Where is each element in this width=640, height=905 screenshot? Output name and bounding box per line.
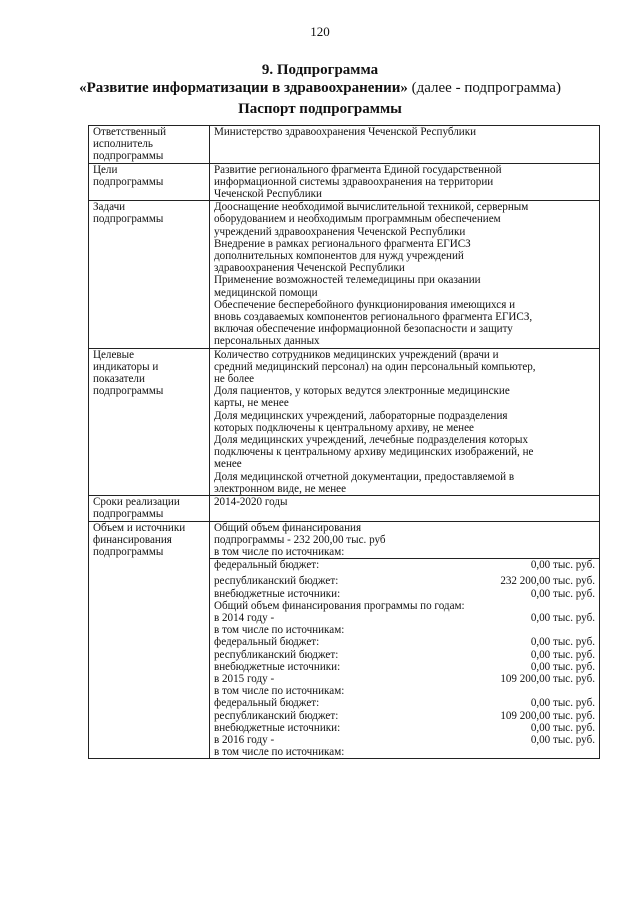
finance-amount: 0,00 тыс. руб.	[530, 648, 595, 661]
finance-amount: 232 200,00 тыс. руб.	[500, 575, 595, 588]
goals-text	[210, 163, 600, 201]
finance-line	[214, 685, 595, 697]
cell-line: менее	[214, 458, 242, 471]
finance-amount: 0,00 тыс. руб.	[530, 660, 595, 673]
cell-line: которых подключены к центральному архиву, не менее	[214, 421, 474, 434]
finance-source-name: республиканский бюджет:	[214, 575, 339, 588]
cell-line: подпрограммы	[93, 150, 164, 163]
finance-amount: 0,00 тыс. руб.	[530, 697, 595, 710]
finance-line	[214, 746, 595, 758]
row-goals	[89, 163, 600, 201]
cell-line: Обеспечение бесперебойного функционирования имеющихся и	[214, 298, 516, 311]
subprogram-title-bold: «Развитие информатизации в здравоохранении»	[79, 80, 408, 96]
cell-line: Применение возможностей телемедицины при оказании	[214, 274, 481, 287]
cell-line: Доля пациентов, у которых ведутся электронные медицинские	[214, 385, 510, 398]
finance-source-name: Общий объем финансирования программы по годам:	[214, 599, 465, 612]
finance-source-name: в 2015 году -	[214, 672, 275, 685]
finance-line	[214, 661, 595, 673]
cell-line: подпрограммы	[93, 508, 164, 521]
cell-line: Общий объем финансирования	[214, 521, 362, 534]
cell-line: Доля медицинской отчетной документации, предоставляемой в	[214, 470, 515, 483]
cell-line: вновь создаваемых компонентов регионального фрагмента ЕГИСЗ,	[214, 311, 533, 324]
finance-amount: 109 200,00 тыс. руб.	[500, 672, 595, 685]
cell-line: медицинской помощи	[214, 286, 318, 299]
cell-line: Доля медицинских учреждений, лабораторные подразделения	[214, 409, 508, 422]
cell-line: Чеченской Республики	[214, 188, 322, 201]
finance-line	[214, 636, 595, 648]
finance-line	[214, 624, 595, 636]
cell-line: Развитие регионального фрагмента Единой государственной	[214, 163, 502, 176]
cell-line: дополнительных компонентов для нужд учреждений	[214, 250, 464, 263]
finance-source-name: федеральный бюджет:	[214, 636, 320, 649]
finance-intro	[210, 521, 600, 559]
finance-source-name: внебюджетные источники:	[214, 721, 341, 734]
cell-line: здравоохранения Чеченской Республики	[214, 262, 405, 275]
finance-label	[89, 521, 210, 759]
row-finance-top	[89, 521, 600, 559]
cell-line: подпрограммы	[93, 385, 164, 398]
finance-line	[214, 559, 595, 571]
cell-line: Объем и источники	[93, 521, 186, 534]
tasks-label	[89, 201, 210, 348]
finance-line	[214, 612, 595, 624]
cell-line: исполнитель	[93, 138, 153, 151]
finance-amount: 0,00 тыс. руб.	[530, 721, 595, 734]
page-number: 120	[310, 24, 330, 39]
cell-line: Количество сотрудников медицинских учреждений (врачи и	[214, 348, 499, 361]
cell-line: Сроки реализации	[93, 496, 180, 509]
cell-line: показатели	[93, 373, 145, 386]
cell-line: Цели	[93, 163, 118, 176]
cell-line: подпрограммы - 232 200,00 тыс. руб	[214, 533, 386, 546]
finance-source-name: внебюджетные источники:	[214, 587, 341, 600]
passport-heading: Паспорт подпрограммы	[238, 101, 402, 117]
indicators-label	[89, 348, 210, 495]
cell-line: электронном виде, не менее	[214, 482, 346, 495]
finance-amount: 0,00 тыс. руб.	[530, 559, 595, 572]
finance-amount: 0,00 тыс. руб.	[530, 587, 595, 600]
passport-table	[88, 125, 600, 759]
finance-amount: 0,00 тыс. руб.	[530, 611, 595, 624]
cell-line: Ответственный	[93, 126, 167, 138]
finance-line	[214, 673, 595, 685]
cell-line: информационной системы здравоохранения на территории	[214, 175, 494, 188]
cell-line: подпрограммы	[93, 545, 164, 558]
cell-line: учреждений здравоохранения Чеченской Республики	[214, 225, 466, 238]
cell-line: финансирования	[93, 533, 172, 546]
cell-line: Целевые	[93, 348, 135, 361]
cell-line: оборудованием и необходимым программным обеспечением	[214, 213, 501, 226]
finance-line	[214, 649, 595, 661]
finance-amount: 0,00 тыс. руб.	[530, 636, 595, 649]
cell-line: персональных данных	[214, 335, 320, 348]
finance-source-name: республиканский бюджет:	[214, 648, 339, 661]
cell-line: Задачи	[93, 201, 126, 214]
finance-details	[210, 559, 600, 759]
row-terms	[89, 496, 600, 521]
cell-line: карты, не менее	[214, 397, 289, 410]
finance-source-name: в 2016 году -	[214, 733, 275, 746]
cell-line: подпрограммы	[93, 175, 164, 188]
cell-line: в том числе по источникам:	[214, 545, 345, 558]
finance-source-name: в том числе по источникам:	[214, 624, 345, 637]
finance-line	[214, 588, 595, 600]
cell-line: средний медицинский персонал) на один персональный компьютер,	[214, 360, 536, 373]
row-indicators	[89, 348, 600, 495]
tasks-text	[210, 201, 600, 348]
finance-source-name: внебюджетные источники:	[214, 660, 341, 673]
cell-line: индикаторы и	[93, 360, 159, 373]
finance-line	[214, 734, 595, 746]
finance-line	[214, 722, 595, 734]
terms-text	[210, 496, 600, 521]
cell-line: Внедрение в рамках регионального фрагмента ЕГИСЗ	[214, 237, 471, 250]
subprogram-title	[0, 80, 640, 97]
finance-line	[214, 697, 595, 709]
executor-text	[210, 126, 600, 164]
cell-line: подпрограммы	[93, 213, 164, 226]
finance-source-name: в 2014 году -	[214, 611, 275, 624]
finance-source-name: республиканский бюджет:	[214, 709, 339, 722]
cell-line: 2014-2020 годы	[214, 496, 288, 509]
cell-line: Доля медицинских учреждений, лечебные подразделения которых	[214, 434, 529, 447]
cell-line: включая обеспечение информационной безопасности и защиту	[214, 323, 513, 336]
cell-line: Дооснащение необходимой вычислительной техникой, серверным	[214, 201, 529, 214]
row-executor	[89, 126, 600, 164]
finance-source-name: в том числе по источникам:	[214, 746, 345, 759]
finance-source-name: в том числе по источникам:	[214, 685, 345, 698]
finance-line	[214, 575, 595, 587]
finance-source-name: федеральный бюджет:	[214, 559, 320, 572]
cell-line: подключены к центральному архиву медицинских изображений, не	[214, 446, 534, 459]
finance-source-name: федеральный бюджет:	[214, 697, 320, 710]
goals-label	[89, 163, 210, 201]
cell-line: не более	[214, 373, 255, 386]
executor-label	[89, 126, 210, 164]
cell-line: Министерство здравоохранения Чеченской Республики	[214, 126, 477, 138]
finance-line	[214, 600, 595, 612]
finance-line	[214, 710, 595, 722]
subprogram-heading: 9. Подпрограмма	[261, 62, 379, 78]
terms-label	[89, 496, 210, 521]
row-tasks	[89, 201, 600, 348]
finance-amount: 109 200,00 тыс. руб.	[500, 709, 595, 722]
indicators-text	[210, 348, 600, 495]
finance-amount: 0,00 тыс. руб.	[530, 733, 595, 746]
subprogram-title-rest: (далее - подпрограмма)	[407, 80, 561, 96]
